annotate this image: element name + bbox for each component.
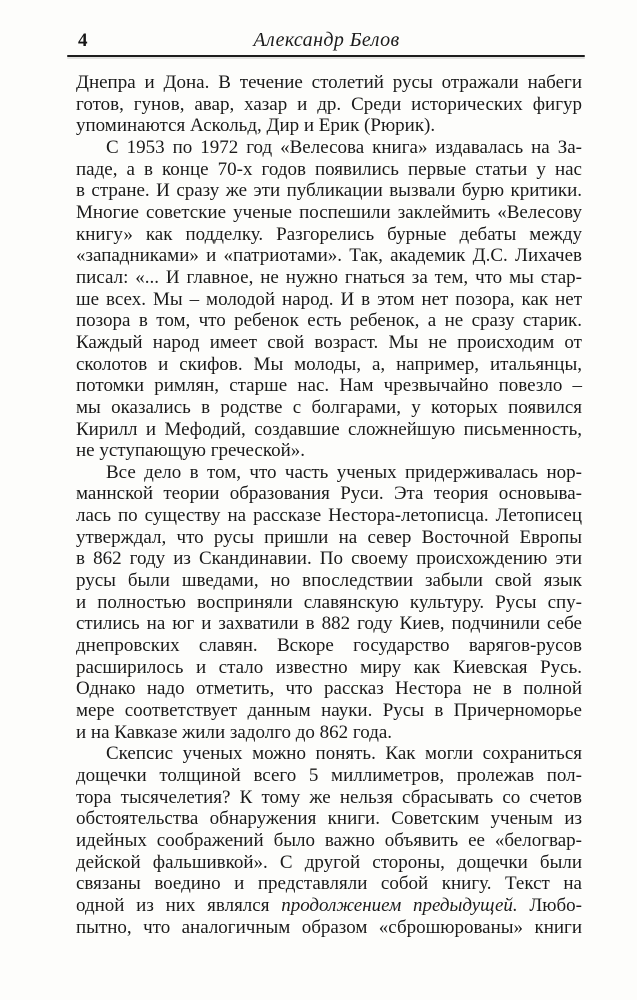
text-line: днепровских славян. Вскоре государство варягов-русов — [76, 635, 582, 657]
text-span: Любо- — [517, 894, 582, 916]
text-line: позора в том, что ребенок есть ребенок, а не сразу старик. — [76, 310, 582, 332]
text-line: обстоятельства обнаружения книги. Советским ученым из — [76, 808, 582, 830]
text-line: писал: «... И главное, не нужно гнаться за тем, что мы стар- — [76, 266, 582, 288]
page-number: 4 — [78, 30, 88, 51]
text-line: Кирилл и Мефодий, создавшие сложнейшую письменность, — [76, 418, 582, 440]
text-line: лась по существу на рассказе Нестора-летописца. Летописец — [76, 505, 582, 527]
text-line: готов, гунов, авар, хазар и др. Среди исторических фигур — [76, 93, 582, 115]
text-line: Каждый народ имеет свой возраст. Мы не происходим от — [76, 331, 582, 353]
text-line: дощечки толщиной всего 5 миллиметров, пролежав пол- — [76, 765, 582, 786]
body-text — [76, 72, 582, 938]
text-line: утверждал, что русы пришли на север Восточной Европы — [76, 526, 582, 548]
text-line: упоминаются Аскольд, Дир и Ерик (Рюрик). — [76, 115, 436, 137]
text-line: Многие советские ученые поспешили заклеймить «Велесову — [76, 201, 582, 223]
text-line: мере соответствует данным науки. Русы в Причерноморье — [76, 700, 582, 722]
text-line: стились на юг и захватили в 882 году Киев, подчинили себе — [76, 613, 582, 635]
paragraph — [76, 743, 582, 938]
text-line: в 862 году из Скандинавии. По своему происхождению эти — [76, 548, 582, 570]
text-line: паде, а в конце 70-х годов появились первые статьи у нас — [76, 158, 582, 180]
text-line: мы оказались в родстве с болгарами, у которых появился — [76, 396, 582, 418]
paragraph — [76, 137, 582, 462]
text-line: дейской фальшивкой». С другой стороны, дощечки были — [76, 851, 582, 873]
text-line: ше всех. Мы – молодой народ. И в этом нет позора, как нет — [76, 288, 582, 310]
text-line: «западниками» и «патриотами». Так, академик Д.С. Лихачев — [76, 245, 582, 267]
text-line: Днепра и Дона. В течение столетий русы отражали набеги — [76, 72, 582, 93]
text-line: С 1953 по 1972 год «Велесова книга» издавалась на За- — [106, 136, 582, 158]
text-line — [76, 895, 582, 917]
text-line: пытно, что аналогичным образом «сброшюрованы» книги — [76, 916, 582, 938]
text-line: не уступающую греческой». — [76, 440, 306, 462]
text-span: одной из них являлся — [76, 894, 282, 916]
text-line: сколотов и скифов. Мы молоды, а, например, итальянцы, — [76, 353, 582, 375]
text-line: тора тысячелетия? К тому же нельзя сбрасывать со счетов — [76, 786, 582, 808]
text-line: потомки римлян, старше нас. Нам чрезвычайно повезло – — [76, 375, 582, 397]
text-line: и на Кавказе жили задолго до 862 года. — [76, 721, 393, 743]
text-line: Все дело в том, что часть ученых придерживалась нор- — [106, 461, 582, 483]
text-line: книгу» как подделку. Разгорелись бурные дебаты между — [76, 223, 582, 245]
text-line: Скепсис ученых можно понять. Как могли сохраниться — [106, 743, 582, 765]
paragraph — [76, 462, 582, 744]
header-rule — [67, 55, 585, 57]
text-line: русы были шведами, но впоследствии забыли свой язык — [76, 570, 582, 592]
text-line: маннской теории образования Руси. Эта теория основыва- — [76, 483, 582, 505]
running-title: Александр Белов — [253, 29, 400, 51]
text-line: связаны воедино и представляли собой книгу. Текст на — [76, 873, 582, 895]
paragraph — [76, 72, 582, 137]
italic-phrase: продолжением предыдущей. — [281, 894, 518, 916]
text-line: идейных соображений было важно объявить ее «белогвар- — [76, 829, 582, 851]
text-line: и полностью восприняли славянскую культуру. Русы спу- — [76, 591, 582, 613]
text-line: в стране. И сразу же эти публикации вызвали бурю критики. — [76, 180, 582, 202]
text-line: расширилось и стало известно миру как Киевская Русь. — [76, 656, 582, 678]
text-line: Однако надо отметить, что рассказ Нестора не в полной — [76, 678, 582, 700]
